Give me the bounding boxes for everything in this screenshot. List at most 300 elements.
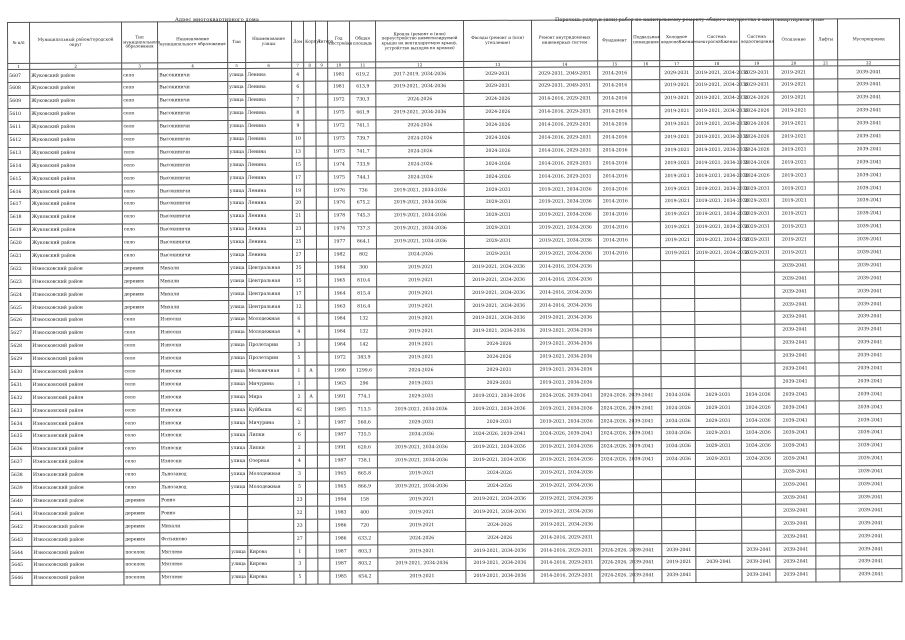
electric-cell xyxy=(695,466,741,479)
year-cell: 1987 xyxy=(329,455,351,468)
facade-cell: 2019-2021, 2034-2036 xyxy=(465,287,533,300)
letter-cell xyxy=(316,94,328,107)
roof-cell: 2019-2021 xyxy=(377,351,465,364)
cold-water-cell: 2019-2021 xyxy=(660,170,694,183)
basement-cell xyxy=(634,479,662,492)
address-group-caption: Адрес многоквартирного дома xyxy=(175,17,259,23)
engineering-cell: 2019-2021, 2034-2036 xyxy=(532,235,598,248)
building-cell xyxy=(304,159,316,172)
column-number: 6 xyxy=(246,62,292,68)
column-header: Дом xyxy=(291,21,303,62)
cold-water-cell xyxy=(662,479,696,492)
facade-cell: 2019-2021, 2034-2036 xyxy=(465,299,533,312)
column-header: Подвальные помещения xyxy=(631,20,659,61)
drainage-cell: 2039-2041 xyxy=(742,569,776,582)
row-number: 5620 xyxy=(8,237,30,250)
cold-water-cell: 2019-2021 xyxy=(660,80,694,93)
settlement-name-cell: Михали xyxy=(159,275,229,288)
drainage-cell xyxy=(742,492,776,505)
district-cell: Жуковский район xyxy=(30,82,122,95)
house-cell: 2 xyxy=(293,442,305,455)
heating-cell: 2019-2021 xyxy=(774,79,814,92)
street-type-cell: улица xyxy=(230,559,248,572)
roof-cell: 2019-2021 xyxy=(377,274,465,287)
year-cell: 1984 xyxy=(329,313,351,326)
column-header: Литера xyxy=(315,21,327,62)
house-cell: 15 xyxy=(293,275,305,288)
column-header: Система водоотведения xyxy=(739,19,773,60)
electric-cell xyxy=(695,376,741,389)
street-type-cell: улица xyxy=(229,326,247,339)
roof-cell: 2019-2021, 2034-2036 xyxy=(376,184,464,197)
lift-cell xyxy=(816,569,840,582)
electric-cell xyxy=(696,492,742,505)
district-cell: Износковский район xyxy=(31,340,123,353)
column-number: 19 xyxy=(740,60,774,66)
garbage-chute-cell: 2039-2041 xyxy=(838,143,900,156)
lift-cell xyxy=(814,118,838,131)
cold-water-cell: 2019-2021 xyxy=(660,118,694,131)
district-cell: Износковский район xyxy=(32,546,124,559)
cold-water-cell xyxy=(661,376,695,389)
engineering-cell: 2019-2021, 2034-2036 xyxy=(533,338,599,351)
garbage-chute-cell: 2039-2041 xyxy=(840,491,902,504)
garbage-chute-cell: 2039-2041 xyxy=(839,259,901,272)
facade-cell: 2019-2021, 2034-2036 xyxy=(465,403,533,416)
foundation-cell xyxy=(599,286,633,299)
street-name-cell: Липки xyxy=(247,442,293,455)
foundation-cell: 2024-2026, 2039-2041 xyxy=(600,557,634,570)
lift-cell xyxy=(815,401,839,414)
settlement-name-cell: Износки xyxy=(159,314,229,327)
settlement-type-cell: село xyxy=(122,198,158,211)
letter-cell xyxy=(318,558,330,571)
row-number: 5622 xyxy=(9,263,31,276)
area-cell: 142 xyxy=(351,339,377,352)
letter-cell xyxy=(317,326,329,339)
settlement-type-cell: село xyxy=(124,482,160,495)
street-type-cell: улица xyxy=(230,546,248,559)
drainage-cell xyxy=(741,285,775,298)
foundation-cell: 2024-2026, 2039-2041 xyxy=(599,415,633,428)
roof-cell: 2019-2021 xyxy=(377,377,465,390)
column-number: 20 xyxy=(774,60,814,66)
roof-cell: 2024-2026 xyxy=(376,158,464,171)
column-header: Фундамент xyxy=(597,20,631,61)
foundation-cell xyxy=(599,260,633,273)
house-cell: 10 xyxy=(292,133,304,146)
electric-cell xyxy=(696,505,742,518)
garbage-chute-cell: 2039-2041 xyxy=(838,233,900,246)
column-number: 5 xyxy=(228,62,246,68)
street-type-cell: улица xyxy=(228,210,246,223)
letter-cell xyxy=(317,468,329,481)
house-cell: 22 xyxy=(294,507,306,520)
street-name-cell: Молодежная xyxy=(247,313,293,326)
basement-cell xyxy=(632,144,660,157)
year-cell: 1976 xyxy=(328,223,350,236)
drainage-cell xyxy=(742,518,776,531)
year-cell: 1994 xyxy=(330,494,352,507)
year-cell: 1984 xyxy=(329,326,351,339)
year-cell: 1964 xyxy=(329,287,351,300)
facade-cell: 2024-2026 xyxy=(465,351,533,364)
letter-cell xyxy=(316,120,328,133)
letter-cell xyxy=(316,223,328,236)
electric-cell: 2029-2031 xyxy=(695,402,741,415)
district-cell: Износковский район xyxy=(31,366,123,379)
district-cell: Износковский район xyxy=(31,391,123,404)
garbage-chute-cell: 2039-2041 xyxy=(840,517,902,530)
lift-cell xyxy=(816,556,840,569)
cold-water-cell xyxy=(661,286,695,299)
year-cell: 1973 xyxy=(328,133,350,146)
basement-cell xyxy=(632,80,660,93)
basement-cell xyxy=(632,106,660,119)
settlement-name-cell: Михали xyxy=(159,301,229,314)
district-cell: Износковский район xyxy=(32,520,124,533)
lift-cell xyxy=(814,182,838,195)
district-cell: Износковский район xyxy=(31,301,123,314)
year-cell: 1991 xyxy=(329,442,351,455)
roof-cell: 2019-2021, 2034-2036 xyxy=(376,197,464,210)
row-number: 5634 xyxy=(9,418,31,431)
electric-cell xyxy=(695,273,741,286)
row-number: 5609 xyxy=(8,95,30,108)
electric-cell: 2019-2021, 2034-2036 xyxy=(694,105,740,118)
heating-cell: 2039-2041 xyxy=(775,376,815,389)
facade-cell: 2019-2021, 2034-2036 xyxy=(465,261,533,274)
foundation-cell: 2014-2016 xyxy=(598,170,632,183)
row-number: 5627 xyxy=(9,327,31,340)
garbage-chute-cell: 2039-2041 xyxy=(839,272,901,285)
engineering-cell: 2019-2021, 2034-2036 xyxy=(533,312,599,325)
street-name-cell: Пролетарии xyxy=(247,352,293,365)
letter-cell xyxy=(316,133,328,146)
engineering-cell: 2014-2016, 2029-2031 xyxy=(534,557,600,570)
row-number: 5613 xyxy=(8,147,30,160)
electric-cell xyxy=(695,299,741,312)
settlement-type-cell: село xyxy=(123,378,159,391)
cold-water-cell: 2019-2021 xyxy=(660,131,694,144)
drainage-cell: 2034-2036 xyxy=(741,389,775,402)
column-header: Холодное водоснабжение xyxy=(659,20,693,61)
roof-cell: 2019-2021, 2034-2036 xyxy=(377,454,465,467)
table-row xyxy=(10,569,902,586)
electric-cell: 2019-2021, 2034-2036 xyxy=(694,247,740,260)
area-cell: 296 xyxy=(351,377,377,390)
district-cell: Жуковский район xyxy=(30,237,122,250)
heating-cell: 2039-2041 xyxy=(776,569,816,582)
heating-cell: 2019-2021 xyxy=(774,208,814,221)
settlement-type-cell: село xyxy=(123,430,159,443)
building-cell xyxy=(306,507,318,520)
year-cell: 1963 xyxy=(329,378,351,391)
cold-water-cell: 2034-2036 xyxy=(661,415,695,428)
letter-cell xyxy=(316,249,328,262)
basement-cell xyxy=(632,67,660,80)
area-cell: 816,4 xyxy=(351,300,377,313)
roof-cell: 2019-2021 xyxy=(377,467,465,480)
letter-cell xyxy=(317,352,329,365)
settlement-type-cell: деревня xyxy=(123,301,159,314)
year-cell: 1985 xyxy=(329,403,351,416)
facade-cell: 2019-2021, 2034-2036 xyxy=(466,506,534,519)
row-number: 5615 xyxy=(8,173,30,186)
foundation-cell xyxy=(599,467,633,480)
roof-cell: 2019-2021, 2034-2036 xyxy=(377,403,465,416)
drainage-cell: 2029-2031 xyxy=(740,247,774,260)
engineering-cell: 2014-2016, 2034-2036 xyxy=(533,260,599,273)
basement-cell xyxy=(632,222,660,235)
letter-cell xyxy=(316,107,328,120)
roof-cell: 2019-2021 xyxy=(377,313,465,326)
area-cell: 735,5 xyxy=(351,429,377,442)
settlement-type-cell: деревня xyxy=(124,533,160,546)
year-cell: 1991 xyxy=(329,390,351,403)
settlement-name-cell: Михали xyxy=(159,288,229,301)
building-cell xyxy=(304,68,316,81)
letter-cell xyxy=(316,68,328,81)
street-type-cell: улица xyxy=(228,249,246,262)
letter-cell xyxy=(317,442,329,455)
year-cell: 1965 xyxy=(329,274,351,287)
foundation-cell xyxy=(600,492,634,505)
street-name-cell: Мира xyxy=(247,391,293,404)
garbage-chute-cell: 2039-2041 xyxy=(839,388,901,401)
year-cell: 1982 xyxy=(328,249,350,262)
column-number: 11 xyxy=(350,62,376,68)
area-cell: 675,2 xyxy=(350,197,376,210)
column-header: Отопление xyxy=(773,19,813,60)
building-cell xyxy=(304,94,316,107)
column-header: Ремонт внутридомовых инженерных систем xyxy=(531,20,597,61)
facade-cell: 2029-2031 xyxy=(464,222,532,235)
row-number: 5633 xyxy=(9,405,31,418)
building-cell xyxy=(306,494,318,507)
electric-cell: 2019-2021, 2034-2036 xyxy=(694,79,740,92)
lift-cell xyxy=(814,234,838,247)
foundation-cell xyxy=(599,363,633,376)
heating-cell: 2019-2021 xyxy=(774,66,814,79)
building-cell xyxy=(305,275,317,288)
heating-cell: 2039-2041 xyxy=(775,440,815,453)
settlement-type-cell: село xyxy=(123,391,159,404)
engineering-cell: 2019-2021, 2034-2036 xyxy=(533,351,599,364)
settlement-type-cell: деревня xyxy=(124,494,160,507)
heating-cell: 2039-2041 xyxy=(776,556,816,569)
electric-cell xyxy=(695,350,741,363)
roof-cell: 2019-2021 xyxy=(378,493,466,506)
settlement-name-cell: Износки xyxy=(159,365,229,378)
settlement-name-cell: Высокиничи xyxy=(158,107,228,120)
settlement-name-cell: Мятлево xyxy=(160,571,230,584)
district-cell: Износковский район xyxy=(32,482,124,495)
electric-cell xyxy=(696,518,742,531)
settlement-type-cell: деревня xyxy=(123,262,159,275)
heating-cell: 2039-2041 xyxy=(775,350,815,363)
electric-cell: 2019-2021, 2034-2036 xyxy=(694,208,740,221)
lift-cell xyxy=(815,350,839,363)
letter-cell xyxy=(317,403,329,416)
lift-cell xyxy=(815,466,839,479)
street-type-cell xyxy=(230,520,248,533)
drainage-cell xyxy=(742,479,776,492)
lift-cell xyxy=(814,66,838,79)
foundation-cell: 2014-2016 xyxy=(598,235,632,248)
street-type-cell: улица xyxy=(228,82,246,95)
house-cell: 15 xyxy=(292,159,304,172)
letter-cell xyxy=(317,378,329,391)
building-cell xyxy=(305,378,317,391)
drainage-cell: 2029-2031 xyxy=(740,79,774,92)
drainage-cell xyxy=(742,505,776,518)
facade-cell: 2019-2021, 2034-2036 xyxy=(466,557,534,570)
lift-cell xyxy=(816,517,840,530)
heating-cell: 2019-2021 xyxy=(774,131,814,144)
house-cell: 23 xyxy=(292,223,304,236)
garbage-chute-cell: 2039-2041 xyxy=(838,156,900,169)
settlement-type-cell: село xyxy=(123,443,159,456)
settlement-name-cell: Высокиничи xyxy=(158,69,228,82)
engineering-cell: 2019-2021, 2034-2036 xyxy=(533,467,599,480)
facade-cell: 2024-2026 xyxy=(464,132,532,145)
drainage-cell: 2024-2026 xyxy=(740,169,774,182)
garbage-chute-cell: 2039-2041 xyxy=(840,478,902,491)
street-type-cell: улица xyxy=(229,378,247,391)
settlement-type-cell: село xyxy=(122,95,158,108)
column-header: Наименование муниципального образования xyxy=(158,22,228,63)
letter-cell xyxy=(317,287,329,300)
garbage-chute-cell: 2039-2041 xyxy=(839,285,901,298)
garbage-chute-cell: 2039-2041 xyxy=(839,298,901,311)
engineering-cell: 2029-2031, 2049-2051 xyxy=(532,80,598,93)
drainage-cell xyxy=(741,298,775,311)
district-cell: Износковский район xyxy=(31,443,123,456)
street-type-cell: улица xyxy=(228,69,246,82)
building-cell xyxy=(306,571,318,584)
district-cell: Жуковский район xyxy=(30,185,122,198)
roof-cell: 2024-2026 xyxy=(376,119,464,132)
facade-cell: 2024-2026 xyxy=(465,467,533,480)
drainage-cell: 2024-2026 xyxy=(740,105,774,118)
street-name-cell: Центральная xyxy=(247,275,293,288)
column-number: 9 xyxy=(316,62,328,68)
row-number: 5629 xyxy=(9,353,31,366)
cold-water-cell: 2019-2021 xyxy=(660,221,694,234)
year-cell: 1987 xyxy=(329,429,351,442)
letter-cell xyxy=(316,184,328,197)
electric-cell: 2019-2021, 2034-2036 xyxy=(694,234,740,247)
heating-cell: 2039-2041 xyxy=(775,363,815,376)
foundation-cell xyxy=(600,531,634,544)
engineering-cell: 2019-2021, 2034-2036 xyxy=(533,364,599,377)
basement-cell xyxy=(633,466,661,479)
foundation-cell: 2014-2016 xyxy=(598,183,632,196)
roof-cell: 2019-2021 xyxy=(378,545,466,558)
engineering-cell: 2019-2021, 2034-2036 xyxy=(532,209,598,222)
basement-cell xyxy=(634,531,662,544)
street-type-cell: улица xyxy=(229,288,247,301)
engineering-cell: 2019-2021, 2034-2036 xyxy=(534,480,600,493)
engineering-cell: 2014-2016, 2034-2036 xyxy=(533,273,599,286)
engineering-cell: 2014-2016, 2029-2031 xyxy=(534,570,600,583)
roof-cell: 2024-2026 xyxy=(378,532,466,545)
settlement-name-cell: Михали xyxy=(160,520,230,533)
drainage-cell: 2029-2031 xyxy=(740,195,774,208)
house-cell: 4 xyxy=(292,68,304,81)
basement-cell xyxy=(632,183,660,196)
row-number: 5641 xyxy=(10,508,32,521)
garbage-chute-cell: 2039-2041 xyxy=(838,104,900,117)
building-cell xyxy=(306,532,318,545)
roof-cell: 2017-2019, 2034-2036 xyxy=(376,68,464,81)
district-cell: Износковский район xyxy=(31,379,123,392)
garbage-chute-cell: 2039-2041 xyxy=(839,414,901,427)
roof-cell: 2019-2021, 2034-2036 xyxy=(376,106,464,119)
lift-cell xyxy=(815,272,839,285)
building-cell xyxy=(306,481,318,494)
settlement-type-cell: село xyxy=(123,340,159,353)
house-cell: 12 xyxy=(293,300,305,313)
facade-cell: 2024-2026 xyxy=(464,119,532,132)
drainage-cell: 2029-2031 xyxy=(740,234,774,247)
electric-cell xyxy=(695,337,741,350)
column-number: 8 xyxy=(304,62,316,68)
settlement-type-cell: село xyxy=(122,69,158,82)
lift-cell xyxy=(815,427,839,440)
year-cell: 1981 xyxy=(328,81,350,94)
electric-cell: 2029-2031 xyxy=(695,427,741,440)
roof-cell: 2019-2021, 2034-2036 xyxy=(376,222,464,235)
row-number: 5645 xyxy=(10,559,32,572)
foundation-cell xyxy=(600,518,634,531)
district-cell: Жуковский район xyxy=(30,198,122,211)
lift-cell xyxy=(814,195,838,208)
letter-cell xyxy=(317,275,329,288)
lift-cell xyxy=(815,285,839,298)
column-number: 10 xyxy=(328,62,350,68)
building-cell xyxy=(305,416,317,429)
lift-cell xyxy=(816,543,840,556)
area-cell: 300 xyxy=(351,261,377,274)
street-type-cell: улица xyxy=(229,430,247,443)
cold-water-cell xyxy=(661,260,695,273)
house-cell: 8 xyxy=(292,107,304,120)
settlement-name-cell: Износки xyxy=(159,391,229,404)
garbage-chute-cell: 2039-2041 xyxy=(840,530,902,543)
settlement-type-cell: поселок xyxy=(124,546,160,559)
building-cell xyxy=(305,404,317,417)
house-cell: 3 xyxy=(293,339,305,352)
electric-cell xyxy=(695,311,741,324)
garbage-chute-cell: 2039-2041 xyxy=(838,169,900,182)
garbage-chute-cell: 2039-2041 xyxy=(839,324,901,337)
column-number: 13 xyxy=(464,61,532,67)
settlement-name-cell: Высокиничи xyxy=(158,146,228,159)
year-cell: 1972 xyxy=(328,94,350,107)
foundation-cell: 2024-2026, 2039-2041 xyxy=(600,544,634,557)
street-type-cell: улица xyxy=(229,301,247,314)
engineering-cell: 2019-2021, 2034-2036 xyxy=(533,454,599,467)
settlement-name-cell: Высокиничи xyxy=(158,95,228,108)
drainage-cell xyxy=(741,260,775,273)
letter-cell xyxy=(318,571,330,584)
district-cell: Жуковский район xyxy=(30,147,122,160)
column-number: 17 xyxy=(660,61,694,67)
electric-cell: 2019-2021, 2034-2036 xyxy=(694,221,740,234)
facade-cell: 2019-2021, 2034-2036 xyxy=(465,441,533,454)
